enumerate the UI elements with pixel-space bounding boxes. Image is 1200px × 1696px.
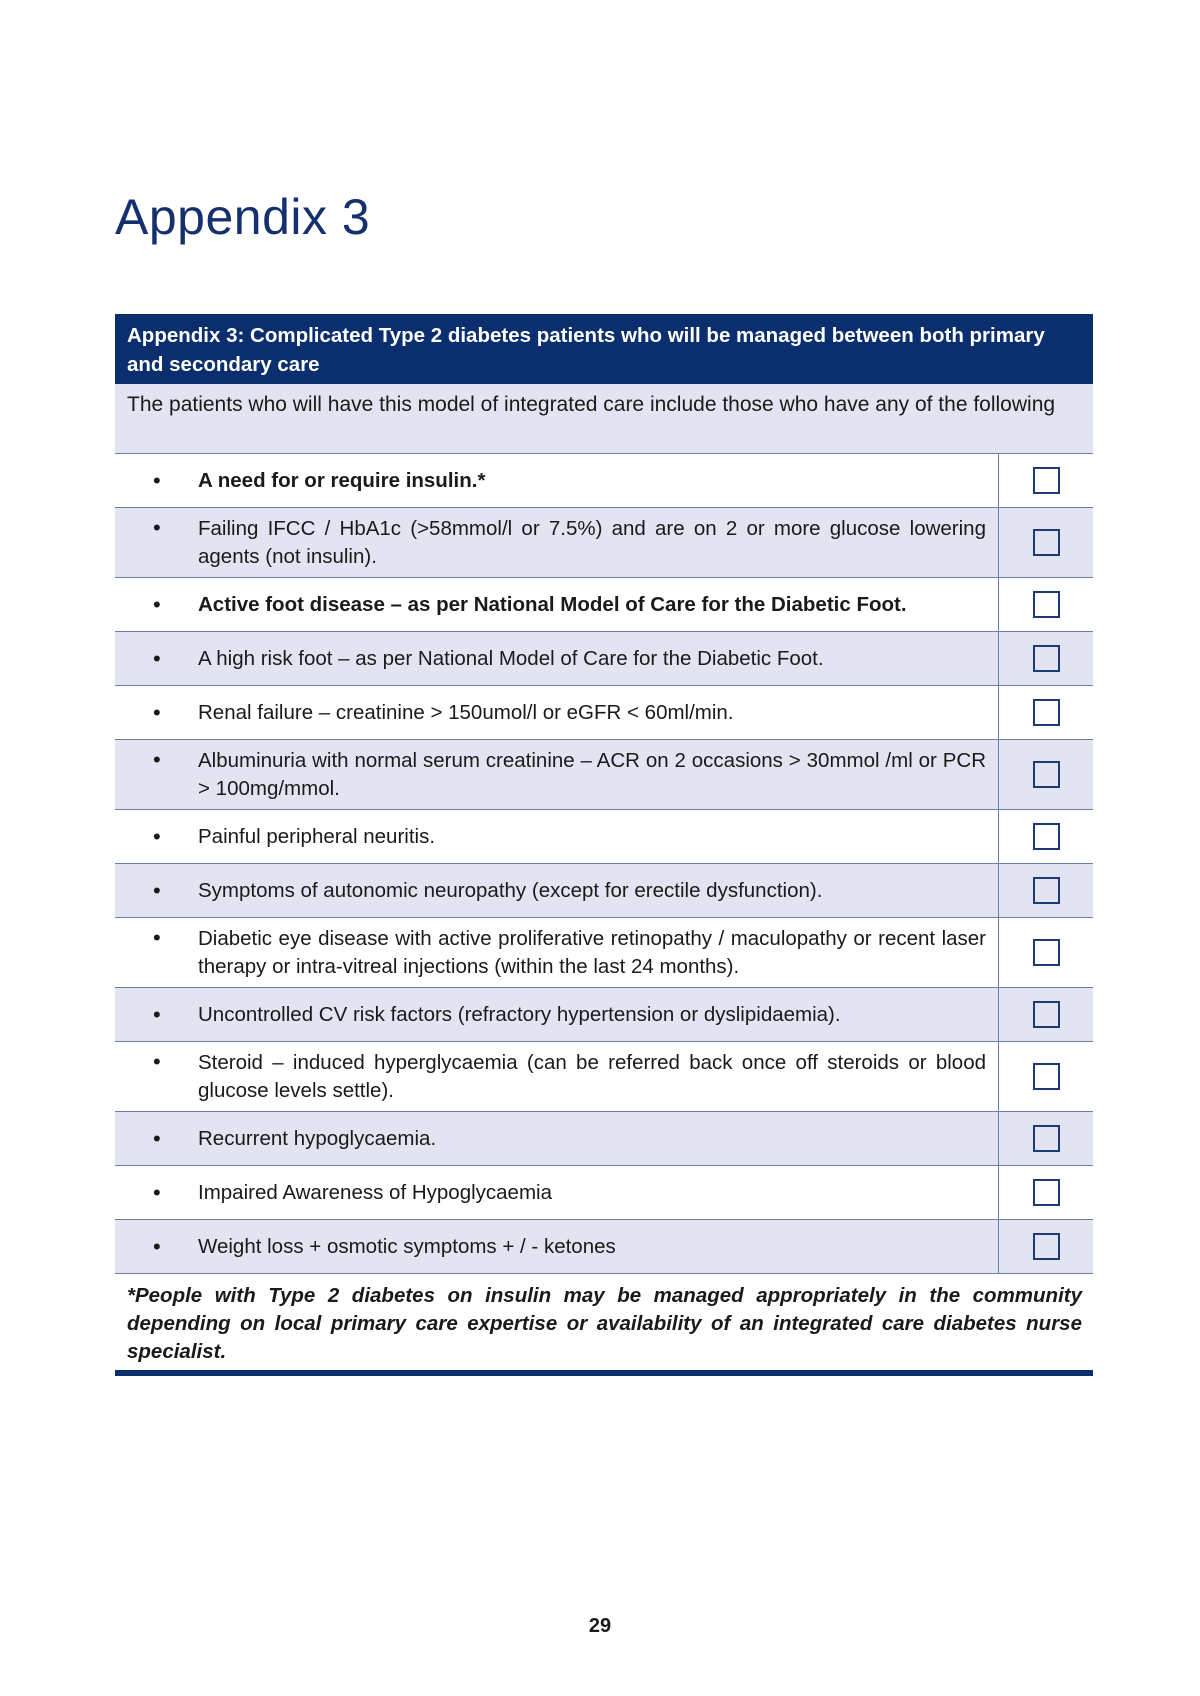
checkbox-cell	[999, 864, 1093, 917]
criteria-text-cell	[115, 810, 999, 863]
criteria-label: Symptoms of autonomic neuropathy (except for erectile dysfunction).	[198, 878, 823, 902]
checkbox-cell	[999, 988, 1093, 1041]
criteria-label: Weight loss + osmotic symptoms + / - ketones	[198, 1234, 616, 1258]
bullet-icon: •	[153, 1234, 161, 1259]
criteria-text-cell	[115, 508, 999, 577]
criteria-row	[115, 864, 1093, 918]
criteria-checkbox[interactable]	[1033, 467, 1060, 494]
bullet-icon: •	[153, 592, 161, 617]
checkbox-cell	[999, 578, 1093, 631]
criteria-checkbox[interactable]	[1033, 877, 1060, 904]
checkbox-cell	[999, 1042, 1093, 1111]
criteria-text-cell	[115, 454, 999, 507]
bullet-icon: •	[153, 1002, 161, 1027]
criteria-row	[115, 508, 1093, 578]
criteria-checkbox[interactable]	[1033, 1125, 1060, 1152]
criteria-row	[115, 810, 1093, 864]
criteria-checkbox[interactable]	[1033, 699, 1060, 726]
bullet-icon: •	[153, 925, 161, 950]
panel-bottom-rule	[115, 1370, 1093, 1376]
criteria-checkbox[interactable]	[1033, 645, 1060, 672]
criteria-text-cell	[115, 1042, 999, 1111]
criteria-label: Steroid – induced hyperglycaemia (can be referred back once off steroids or blood glucose levels settle).	[198, 1050, 986, 1102]
panel-header: Appendix 3: Complicated Type 2 diabetes patients who will be managed between both primary and secondary care	[115, 314, 1093, 384]
bullet-icon: •	[153, 646, 161, 671]
criteria-text-cell	[115, 1220, 999, 1273]
criteria-row	[115, 918, 1093, 988]
criteria-checkbox[interactable]	[1033, 761, 1060, 788]
checkbox-cell	[999, 1112, 1093, 1165]
checkbox-cell	[999, 740, 1093, 809]
criteria-row	[115, 1112, 1093, 1166]
criteria-row	[115, 454, 1093, 508]
checkbox-cell	[999, 1166, 1093, 1219]
criteria-row	[115, 578, 1093, 632]
criteria-row	[115, 1220, 1093, 1274]
criteria-row	[115, 740, 1093, 810]
criteria-checkbox[interactable]	[1033, 1233, 1060, 1260]
criteria-row	[115, 632, 1093, 686]
bullet-icon: •	[153, 468, 161, 493]
criteria-row	[115, 988, 1093, 1042]
criteria-text-cell	[115, 988, 999, 1041]
criteria-text-cell	[115, 918, 999, 987]
criteria-checkbox[interactable]	[1033, 1179, 1060, 1206]
criteria-list	[115, 454, 1093, 1274]
appendix-panel	[115, 314, 1093, 1376]
criteria-text-cell	[115, 632, 999, 685]
criteria-checkbox[interactable]	[1033, 939, 1060, 966]
bullet-icon: •	[153, 824, 161, 849]
criteria-row	[115, 1042, 1093, 1112]
checkbox-cell	[999, 1220, 1093, 1273]
criteria-text-cell	[115, 686, 999, 739]
criteria-label: Failing IFCC / HbA1c (>58mmol/l or 7.5%) and are on 2 or more glucose lowering agents (not insulin).	[198, 516, 986, 568]
criteria-label: Active foot disease – as per National Model of Care for the Diabetic Foot.	[198, 592, 907, 616]
criteria-label: Renal failure – creatinine > 150umol/l or eGFR < 60ml/min.	[198, 700, 734, 724]
criteria-checkbox[interactable]	[1033, 1063, 1060, 1090]
panel-intro: The patients who will have this model of integrated care include those who have any of the following	[115, 384, 1093, 454]
criteria-label: Impaired Awareness of Hypoglycaemia	[198, 1180, 552, 1204]
criteria-row	[115, 686, 1093, 740]
checkbox-cell	[999, 632, 1093, 685]
criteria-checkbox[interactable]	[1033, 529, 1060, 556]
criteria-checkbox[interactable]	[1033, 823, 1060, 850]
criteria-label: A high risk foot – as per National Model of Care for the Diabetic Foot.	[198, 646, 824, 670]
criteria-text-cell	[115, 578, 999, 631]
criteria-text-cell	[115, 1166, 999, 1219]
bullet-icon: •	[153, 1180, 161, 1205]
page-title: Appendix 3	[115, 189, 371, 245]
criteria-label: Diabetic eye disease with active proliferative retinopathy / maculopathy or recent laser therapy or intra-vitreal injections (within the last 24 months).	[198, 926, 986, 978]
checkbox-cell	[999, 454, 1093, 507]
checkbox-cell	[999, 508, 1093, 577]
criteria-text-cell	[115, 864, 999, 917]
checkbox-cell	[999, 810, 1093, 863]
bullet-icon: •	[153, 1049, 161, 1074]
criteria-label: A need for or require insulin.*	[198, 468, 486, 492]
criteria-text-cell	[115, 1112, 999, 1165]
criteria-label: Painful peripheral neuritis.	[198, 824, 436, 848]
criteria-checkbox[interactable]	[1033, 591, 1060, 618]
criteria-text-cell	[115, 740, 999, 809]
bullet-icon: •	[153, 1126, 161, 1151]
bullet-icon: •	[153, 747, 161, 772]
checkbox-cell	[999, 918, 1093, 987]
panel-footnote: *People with Type 2 diabetes on insulin may be managed appropriately in the community depending on local primary care expertise or availability of an integrated care diabetes nurse specialist.	[127, 1284, 1082, 1363]
criteria-row	[115, 1166, 1093, 1220]
bullet-icon: •	[153, 700, 161, 725]
criteria-label: Uncontrolled CV risk factors (refractory hypertension or dyslipidaemia).	[198, 1002, 841, 1026]
bullet-icon: •	[153, 878, 161, 903]
criteria-checkbox[interactable]	[1033, 1001, 1060, 1028]
checkbox-cell	[999, 686, 1093, 739]
criteria-label: Albuminuria with normal serum creatinine – ACR on 2 occasions > 30mmol /ml or PCR > 100mg/mmol.	[198, 748, 986, 800]
bullet-icon: •	[153, 515, 161, 540]
page-number: 29	[588, 1615, 612, 1637]
criteria-label: Recurrent hypoglycaemia.	[198, 1126, 437, 1150]
